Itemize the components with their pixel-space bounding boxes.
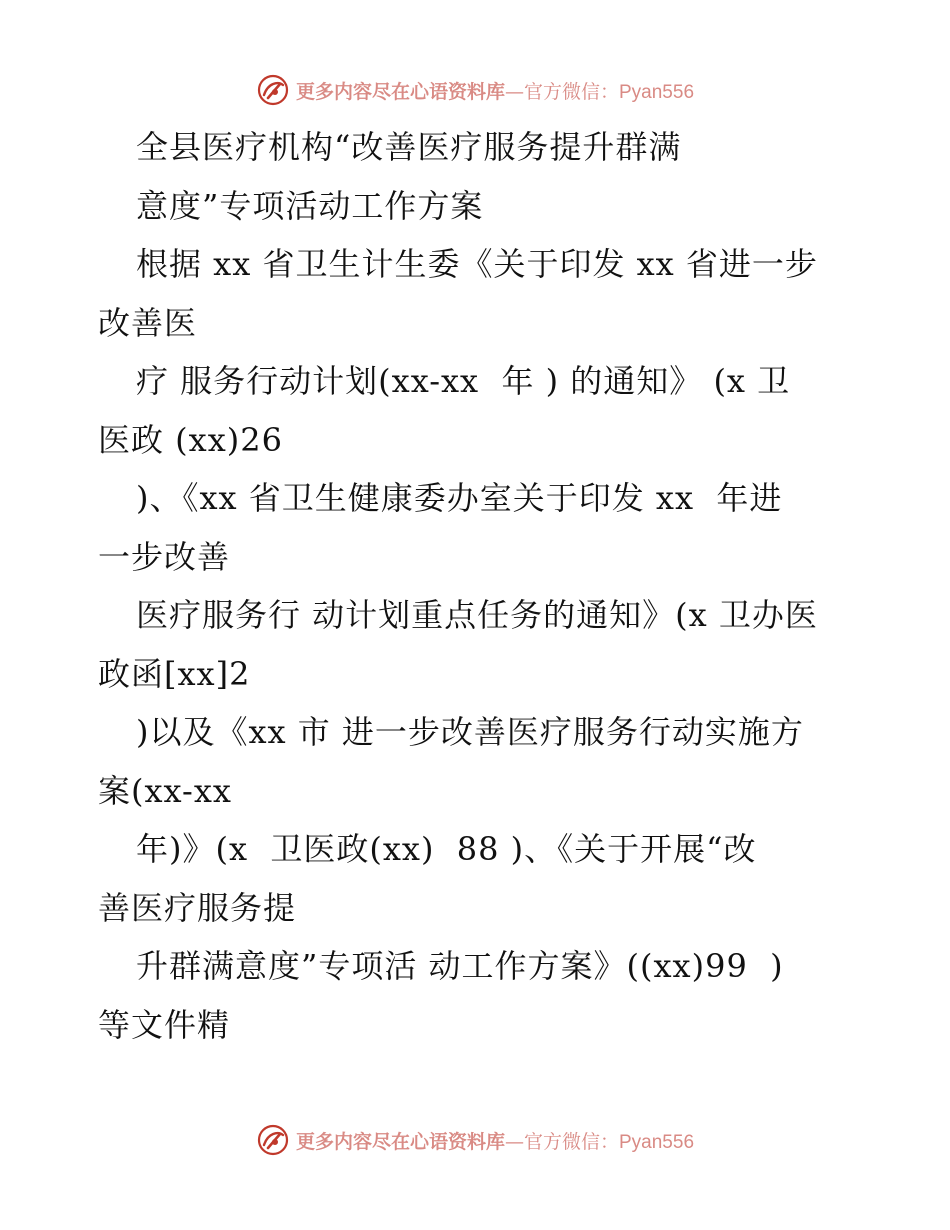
- header-watermark-id: Pyan556: [619, 81, 695, 103]
- document-body: [98, 118, 858, 1054]
- footer-watermark-text: [296, 1127, 694, 1154]
- document-line-4: 改善医: [98, 303, 198, 342]
- document-line-10: 政函[xx]2: [98, 654, 251, 693]
- header-watermark-main: 更多内容尽在心语资料库: [295, 80, 505, 103]
- document-line-9: 医疗服务行 动计划重点任务的通知》(x 卫办医: [136, 596, 818, 634]
- document-line-12: 案(xx-xx: [98, 771, 232, 810]
- footer-watermark-separator: —: [504, 1130, 524, 1153]
- document-line-7: )、《xx 省卫生健康委办室关于印发 xx 年进: [136, 479, 783, 517]
- document-line-14: 善医疗服务提: [98, 888, 297, 927]
- brand-logo-icon: [256, 73, 290, 107]
- header-watermark-banner: [0, 70, 950, 110]
- document-line-11: )以及《xx 市 进一步改善医疗服务行动实施方: [136, 713, 804, 751]
- footer-watermark-id: Pyan556: [619, 1131, 695, 1153]
- document-line-8: 一步改善: [98, 537, 231, 576]
- document-line-6: 医政 (xx)26: [98, 420, 283, 459]
- header-watermark-wechat: 官方微信：: [523, 80, 619, 103]
- footer-watermark-main: 更多内容尽在心语资料库: [295, 1130, 505, 1153]
- document-line-13: 年)》(x 卫医政(xx) 88 )、《关于开展“改: [136, 830, 757, 868]
- brand-logo-icon: [256, 1123, 290, 1157]
- header-watermark-separator: —: [504, 80, 524, 103]
- document-line-3: 根据 xx 省卫生计生委《关于印发 xx 省进一步: [136, 245, 818, 283]
- document-line-16: 等文件精: [98, 1005, 231, 1044]
- header-watermark-text: [296, 77, 694, 104]
- footer-watermark-wechat: 官方微信：: [523, 1130, 619, 1153]
- document-line-15: 升群满意度”专项活 动工作方案》((xx)99 ): [136, 947, 784, 985]
- document-line-5: 疗 服务行动计划(xx-xx 年 ) 的通知》 (x 卫: [136, 362, 791, 400]
- footer-watermark-banner: [0, 1120, 950, 1160]
- document-line-1: 全县医疗机构“改善医疗服务提升群满: [136, 128, 682, 166]
- document-line-2: 意度”专项活动工作方案: [136, 186, 484, 225]
